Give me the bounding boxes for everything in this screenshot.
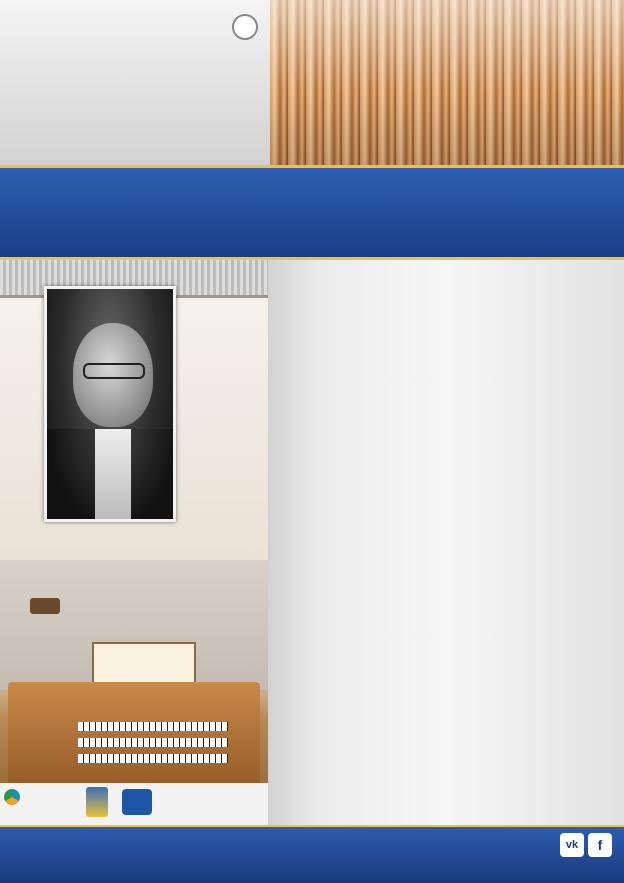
roizman-portrait <box>44 286 176 522</box>
vk-icon[interactable]: vk <box>560 833 584 857</box>
console-music-stand <box>92 642 196 684</box>
performers-column <box>268 260 624 825</box>
age-rating-badge <box>232 14 258 40</box>
binbank-logo-icon <box>122 789 152 815</box>
organ-pipes-header-image <box>270 0 624 165</box>
facebook-icon[interactable]: f <box>588 833 612 857</box>
console-manual-3 <box>78 754 228 763</box>
sponsor-logos <box>0 783 268 825</box>
console-manual-1 <box>78 722 228 731</box>
portrait-shirt <box>95 429 131 519</box>
portrait-glasses <box>83 363 145 379</box>
organ-pipes-image <box>0 260 268 560</box>
photo-column <box>0 260 268 825</box>
art-logo-icon <box>4 789 20 805</box>
poster-footer <box>0 825 624 883</box>
poster-header <box>0 0 624 165</box>
host-block <box>446 794 624 796</box>
console-manual-2 <box>78 738 228 747</box>
assistant-block <box>268 794 446 796</box>
console-lamp <box>30 598 60 614</box>
sponsor-emblem-icon <box>86 787 108 817</box>
festival-title-band <box>0 165 624 260</box>
date-panel <box>0 0 270 165</box>
